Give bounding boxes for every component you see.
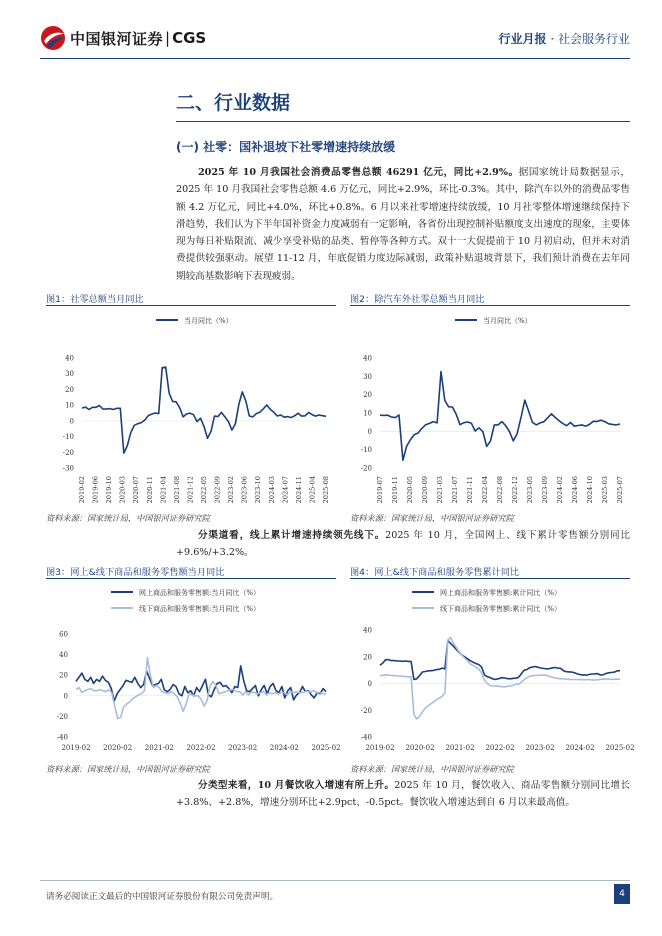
legend-label: 当月同比（%） — [184, 317, 233, 325]
report-category — [498, 30, 630, 47]
paragraph-lead: 2025 年 10 月我国社会消费品零售总额 46291 亿元，同比+2.9%。 — [198, 167, 519, 178]
x-tick-label: 2024-03 — [267, 476, 276, 504]
x-tick-label: 2023-10 — [254, 476, 263, 504]
y-tick-label: 20 — [65, 385, 74, 394]
y-tick-label: 30 — [65, 370, 74, 379]
header-divider — [40, 58, 630, 59]
x-tick-label: 2025-08 — [322, 476, 330, 504]
x-tick-label: 2019-11 — [391, 476, 399, 504]
x-tick-label: 2021-02 — [144, 744, 174, 752]
y-tick-label: -20 — [360, 464, 372, 473]
paragraph-body: 2025 年 10 月，全国网上、线下累计零售额分别同比+9.6%/+3.2%。 — [176, 530, 631, 559]
brand-name-en: CGS — [172, 29, 207, 47]
section-divider — [176, 121, 630, 122]
figure-2-title: 图2：除汽车外社零总额当月同比 — [350, 294, 485, 305]
y-tick-label: -40 — [56, 733, 68, 742]
paragraph-lead: 分类型来看，10 月餐饮收入增速有所上升。 — [198, 780, 395, 791]
paragraph-body: 据国家统计局数据显示，2025 年 10 月我国社会零售总额 4.6 万亿元，同比+2.9%，环比-0.3%。其中，除汽车以外的消费品零售额 4.2 万亿元，同比+4.0%，环比+0.8%。6 月以来社零增速持续放缓，10 月社零整体增速继续保持下滑趋势，我们认为下半年国补资金力度减弱有一定影响，各省份出现控制补贴额度支出速度的现象，主要体现为每日补贴限流、减少享受补贴的品类、暂停等各种方式。双十一大促提前于 10 月初启动，但并未对消费提供较强驱动。展望 11-12 月，年底促销力度边际减弱，政策补贴退坡背景下，我们预计消费在去年同期较高基数影响下表现疲弱。 — [176, 167, 630, 282]
legend-label: 当月同比（%） — [483, 317, 532, 325]
y-tick-label: 40 — [65, 354, 74, 363]
x-tick-label: 2024-02 — [556, 476, 564, 504]
x-tick-label: 2022-02 — [485, 744, 515, 752]
x-tick-label: 2022-08 — [496, 476, 504, 504]
brand-separator: | — [165, 29, 171, 47]
subsection-title: (一) 社零：国补退坡下社零增速持续放缓 — [176, 140, 396, 154]
x-tick-label: 2023-02 — [227, 476, 236, 504]
figure-4-source: 资料来源：国家统计局，中国银河证券研究院 — [350, 764, 514, 774]
y-tick-label: 10 — [65, 401, 74, 410]
x-tick-label: 2019-02 — [61, 744, 91, 752]
figure-2-source: 资料来源：国家统计局，中国银河证券研究院 — [350, 513, 514, 523]
x-tick-label: 2024-02 — [565, 744, 595, 752]
x-tick-label: 2023-05 — [526, 476, 534, 504]
x-tick-label: 2024-11 — [294, 476, 303, 504]
x-tick-label: 2023-02 — [525, 744, 555, 752]
x-tick-label: 2022-05 — [200, 476, 208, 504]
x-tick-label: 2021-08 — [172, 476, 181, 504]
figure-3-source: 资料来源：国家统计局，中国银河证券研究院 — [46, 764, 210, 774]
paragraph-online-offline — [176, 527, 630, 562]
page-header — [0, 0, 662, 70]
x-tick-label: 2023-02 — [228, 744, 258, 752]
brand-logo — [40, 24, 206, 52]
x-tick-label: 2019-06 — [91, 476, 100, 504]
x-tick-label: 2022-12 — [511, 476, 519, 504]
y-tick-label: -10 — [62, 433, 74, 442]
x-tick-label: 2020-09 — [421, 476, 429, 504]
y-tick-label: -20 — [62, 448, 74, 457]
y-tick-label: -30 — [62, 464, 74, 473]
brand-name-cn: 中国银河证券 — [70, 29, 164, 48]
x-tick-label: 2021-04 — [159, 476, 168, 504]
industry-name: 社会服务行业 — [557, 32, 630, 46]
y-tick-label: 20 — [363, 653, 372, 662]
page-number: 4 — [614, 884, 630, 904]
paragraph-body: 2025 年 10 月，餐饮收入、商品零售额分别同比增长+3.8%、+2.8%，增速分别环比+2.9pct、-0.5pct。餐饮收入增速达到自 6 月以来最高值。 — [176, 780, 630, 809]
y-tick-label: -20 — [56, 712, 68, 721]
legend-label: 线下商品和服务零售额:当月同比（%） — [139, 605, 261, 613]
figure-1-rule — [46, 305, 336, 306]
x-tick-label: 2019-02 — [78, 476, 86, 504]
x-tick-label: 2025-02 — [605, 744, 635, 752]
x-tick-label: 2020-11 — [145, 476, 154, 504]
y-tick-label: 0 — [367, 427, 372, 436]
chart-retail-yoy — [46, 310, 336, 510]
x-tick-label: 2019-02 — [365, 744, 395, 752]
x-tick-label: 2022-09 — [213, 476, 222, 504]
y-tick-label: 60 — [59, 630, 68, 639]
y-tick-label: 30 — [363, 372, 372, 381]
x-tick-label: 2024-06 — [571, 476, 579, 504]
x-tick-label: 2021-07 — [451, 476, 459, 504]
x-tick-label: 2024-10 — [586, 476, 594, 504]
x-tick-label: 2025-07 — [616, 476, 624, 504]
x-tick-label: 2022-04 — [481, 476, 489, 504]
galaxy-logo-icon — [40, 25, 66, 51]
x-tick-label: 2023-06 — [240, 476, 249, 504]
figure-1-title: 图1：社零总额当月同比 — [46, 294, 144, 305]
x-tick-label: 2022-02 — [186, 744, 216, 752]
y-tick-label: -20 — [360, 706, 372, 715]
y-tick-label: 0 — [63, 692, 68, 701]
report-type: 行业月报 — [498, 32, 547, 46]
x-tick-label: 2021-03 — [436, 476, 444, 504]
series-line — [82, 367, 326, 453]
y-tick-label: 0 — [69, 417, 74, 426]
figure-4-title: 图4：网上&线下商品和服务零售累计同比 — [350, 567, 520, 578]
series-line — [380, 640, 620, 679]
figure-1-source: 资料来源：国家统计局，中国银河证券研究院 — [46, 513, 210, 523]
y-tick-label: 40 — [59, 651, 68, 660]
paragraph-lead: 分渠道看，线上累计增速持续领先线下。 — [198, 530, 386, 541]
chart-online-offline-cumulative — [350, 582, 635, 752]
x-tick-label: 2025-02 — [311, 744, 341, 752]
figure-4-rule — [350, 578, 630, 579]
paragraph-catering — [176, 777, 630, 812]
legend-label: 网上商品和服务零售额:累计同比（%） — [440, 589, 562, 597]
figure-2-rule — [350, 305, 630, 306]
y-tick-label: 40 — [363, 626, 372, 635]
y-tick-label: -40 — [360, 733, 372, 742]
section-title: 二、行业数据 — [176, 92, 291, 114]
x-tick-label: 2020-05 — [406, 476, 414, 504]
y-tick-label: 10 — [363, 409, 372, 418]
x-tick-label: 2019-10 — [105, 476, 114, 504]
chart-retail-ex-auto-yoy — [350, 310, 630, 510]
chart-online-offline-monthly — [46, 582, 341, 752]
footer-divider — [40, 880, 630, 881]
y-tick-label: 0 — [367, 680, 372, 688]
figure-3-title: 图3：网上&线下商品和服务零售额当月同比 — [46, 567, 225, 578]
legend-label: 网上商品和服务零售额:当月同比（%） — [139, 589, 261, 597]
y-tick-label: -10 — [360, 446, 372, 455]
series-line — [380, 372, 620, 461]
x-tick-label: 2021-02 — [445, 744, 475, 752]
x-tick-label: 2019-07 — [376, 476, 384, 504]
paragraph-retail-total — [176, 164, 630, 285]
x-tick-label: 2020-07 — [132, 476, 141, 504]
x-tick-label: 2021-12 — [186, 476, 195, 504]
x-tick-label: 2021-11 — [466, 476, 474, 504]
header-dot: · — [550, 32, 555, 46]
x-tick-label: 2020-02 — [103, 744, 133, 752]
x-tick-label: 2024-02 — [269, 744, 299, 752]
x-tick-label: 2023-09 — [541, 476, 549, 504]
y-tick-label: 20 — [59, 671, 68, 680]
y-tick-label: 20 — [363, 391, 372, 400]
legend-label: 线下商品和服务零售额:累计同比（%） — [440, 605, 562, 613]
footer-disclaimer: 请务必阅读正文最后的中国银河证券股份有限公司免责声明。 — [46, 892, 279, 902]
y-tick-label: 40 — [363, 354, 372, 363]
x-tick-label: 2020-02 — [405, 744, 435, 752]
x-tick-label: 2020-03 — [118, 476, 127, 504]
x-tick-label: 2025-03 — [601, 476, 609, 504]
figure-3-rule — [46, 578, 336, 579]
x-tick-label: 2025-04 — [308, 476, 317, 504]
x-tick-label: 2024-07 — [281, 476, 290, 504]
